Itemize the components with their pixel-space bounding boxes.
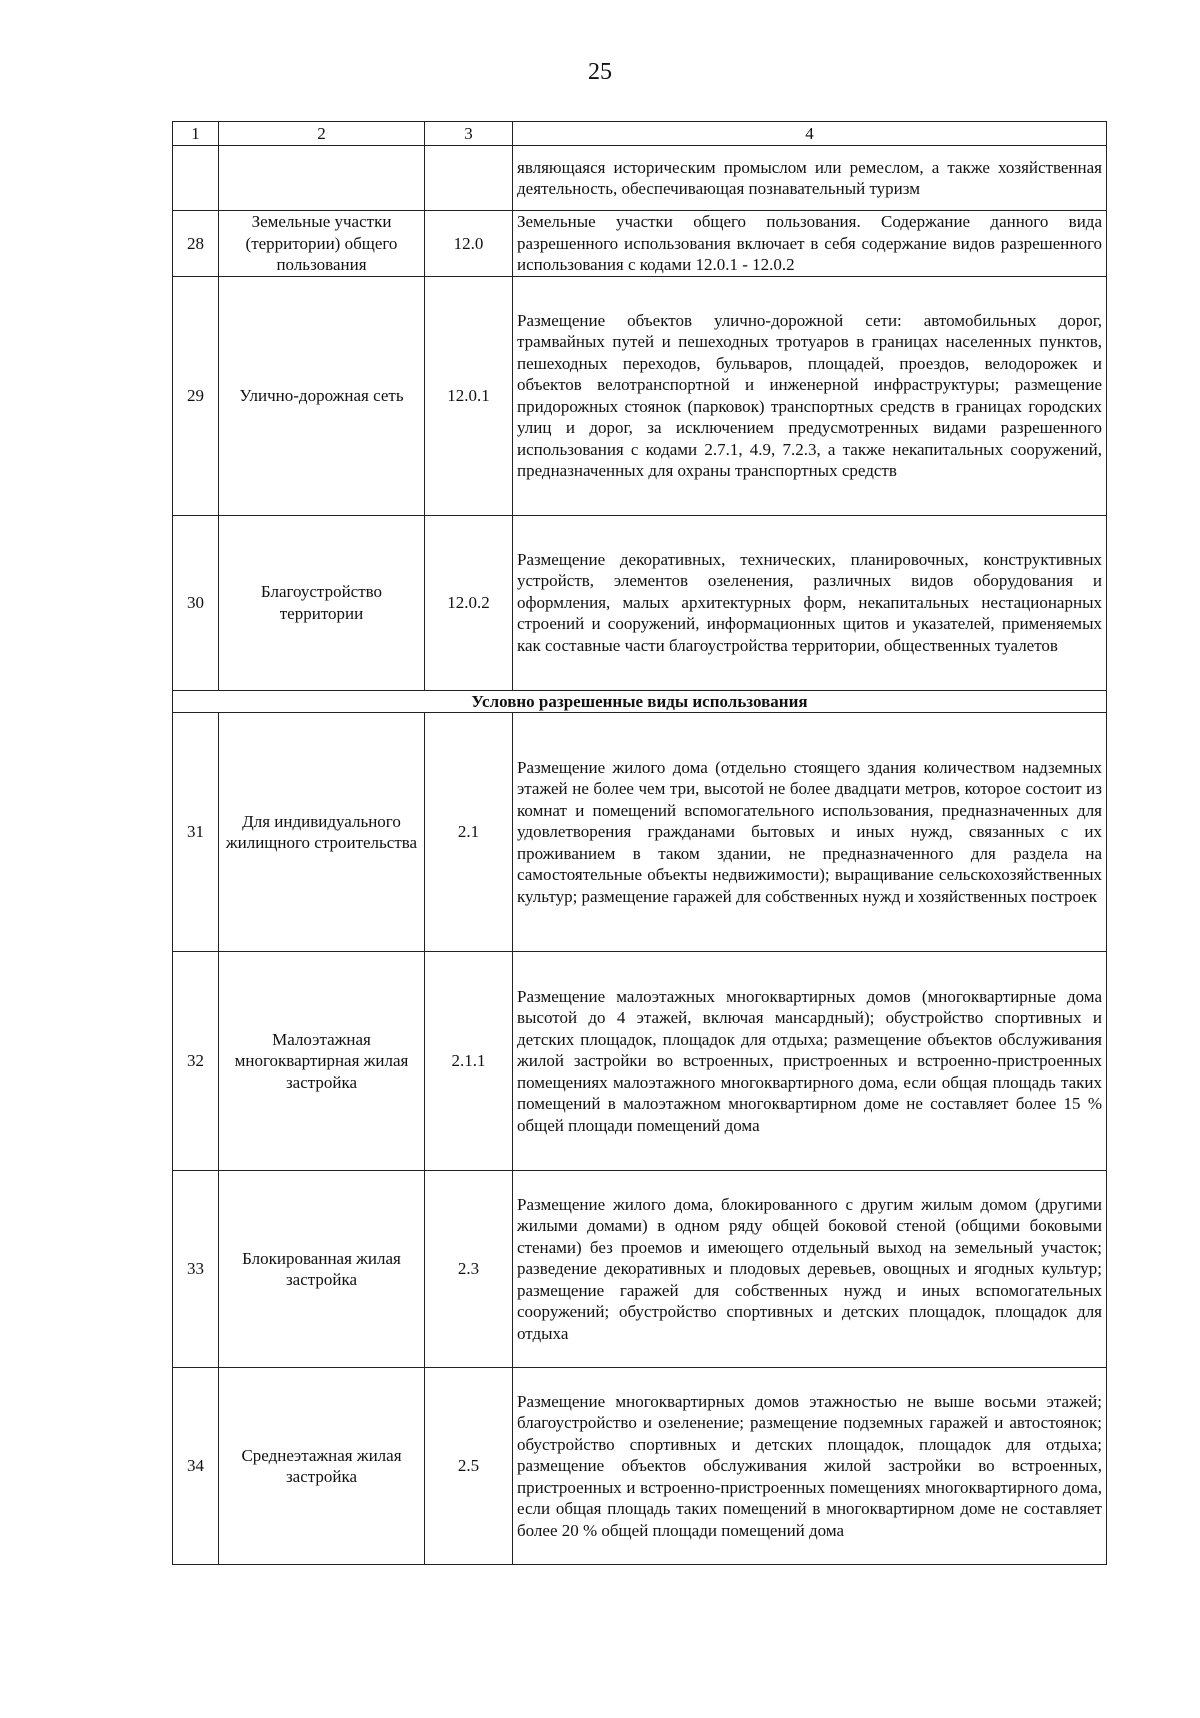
row-description: Размещение жилого дома (отдельно стоящего здания количеством надземных этажей не более чем три, высотой не более двадцати метров, которое состоит из комнат и помещений вспомогательного использования, предназначенных для удовлетворения гражданами бытовых и иных нужд, связанных с их проживанием в таком здании, не предназначенного для раздела на самостоятельные объекты недвижимости); выращивание сельскохозяйственных культур; размещение гаражей для собственных нужд и хозяйственных построек (513, 713, 1107, 952)
table-header-row (173, 122, 1107, 146)
row-number: 34 (173, 1368, 219, 1565)
table-row (173, 1368, 1107, 1565)
row-code: 12.0.2 (425, 515, 513, 690)
row-number: 32 (173, 952, 219, 1171)
row-code: 2.3 (425, 1171, 513, 1368)
table-row (173, 276, 1107, 515)
row-name: Для индивидуального жилищного строительства (219, 713, 425, 952)
column-header-4: 4 (513, 122, 1107, 146)
table-row (173, 1171, 1107, 1368)
table-row (173, 211, 1107, 277)
page-number: 25 (588, 59, 612, 85)
section-row (173, 690, 1107, 713)
row-name: Малоэтажная многоквартирная жилая застройка (219, 952, 425, 1171)
row-name: Улично-дорожная сеть (219, 276, 425, 515)
row-number: 29 (173, 276, 219, 515)
column-header-1: 1 (173, 122, 219, 146)
row-code: 2.1.1 (425, 952, 513, 1171)
table-row (173, 713, 1107, 952)
row-code: 12.0 (425, 211, 513, 277)
row-description: Размещение декоративных, технических, планировочных, конструктивных устройств, элементов озеленения, различных видов оборудования и оформления, малых архитектурных форм, некапитальных нестационарных строений и сооружений, информационных щитов и указателей, применяемых как составные части благоустройства территории, общественных туалетов (513, 515, 1107, 690)
row-code: 12.0.1 (425, 276, 513, 515)
row-code (425, 146, 513, 211)
row-name (219, 146, 425, 211)
row-description: Размещение малоэтажных многоквартирных домов (многоквартирные дома высотой до 4 этажей, включая мансардный); обустройство спортивных и детских площадок, площадок для отдыха; размещение объектов обслуживания жилой застройки во встроенных, пристроенных и встроенно-пристроенных помещениях малоэтажного многоквартирного дома, если общая площадь таких помещений в малоэтажном многоквартирном доме не составляет более 15 % общей площади помещений дома (513, 952, 1107, 1171)
row-name: Благоустройство территории (219, 515, 425, 690)
row-number: 33 (173, 1171, 219, 1368)
row-number: 28 (173, 211, 219, 277)
table-row (173, 146, 1107, 211)
row-description: Размещение объектов улично-дорожной сети: автомобильных дорог, трамвайных путей и пешеходных тротуаров в границах населенных пунктов, пешеходных переходов, бульваров, площадей, проездов, велодорожек и объектов велотранспортной и инженерной инфраструктуры; размещение придорожных стоянок (парковок) транспортных средств в границах городских улиц и дорог, за исключением предусмотренных видами разрешенного использования с кодами 2.7.1, 4.9, 7.2.3, а также некапитальных сооружений, предназначенных для охраны транспортных средств (513, 276, 1107, 515)
row-name: Среднеэтажная жилая застройка (219, 1368, 425, 1565)
row-code: 2.5 (425, 1368, 513, 1565)
row-number (173, 146, 219, 211)
land-use-table (172, 121, 1107, 1565)
table-row (173, 952, 1107, 1171)
row-name: Блокированная жилая застройка (219, 1171, 425, 1368)
table-row (173, 515, 1107, 690)
column-header-3: 3 (425, 122, 513, 146)
row-description: являющаяся историческим промыслом или ремеслом, а также хозяйственная деятельность, обеспечивающая познавательный туризм (513, 146, 1107, 211)
row-number: 31 (173, 713, 219, 952)
row-description: Размещение многоквартирных домов этажностью не выше восьми этажей; благоустройство и озеленение; размещение подземных гаражей и автостоянок; обустройство спортивных и детских площадок, площадок для отдыха; размещение объектов обслуживания жилой застройки во встроенных, пристроенных и встроенно-пристроенных помещениях многоквартирного дома, если общая площадь таких помещений в многоквартирном доме не составляет более 20 % общей площади помещений дома (513, 1368, 1107, 1565)
column-header-2: 2 (219, 122, 425, 146)
row-name: Земельные участки (территории) общего пользования (219, 211, 425, 277)
row-code: 2.1 (425, 713, 513, 952)
row-description: Размещение жилого дома, блокированного с другим жилым домом (другими жилыми домами) в одном ряду общей боковой стеной (общими боковыми стенами) без проемов и имеющего отдельный выход на земельный участок; разведение декоративных и плодовых деревьев, овощных и ягодных культур; размещение гаражей для собственных нужд и иных вспомогательных сооружений; обустройство спортивных и детских площадок, площадок для отдыха (513, 1171, 1107, 1368)
section-title: Условно разрешенные виды использования (173, 690, 1107, 713)
row-description: Земельные участки общего пользования. Содержание данного вида разрешенного использования включает в себя содержание видов разрешенного использования с кодами 12.0.1 - 12.0.2 (513, 211, 1107, 277)
row-number: 30 (173, 515, 219, 690)
